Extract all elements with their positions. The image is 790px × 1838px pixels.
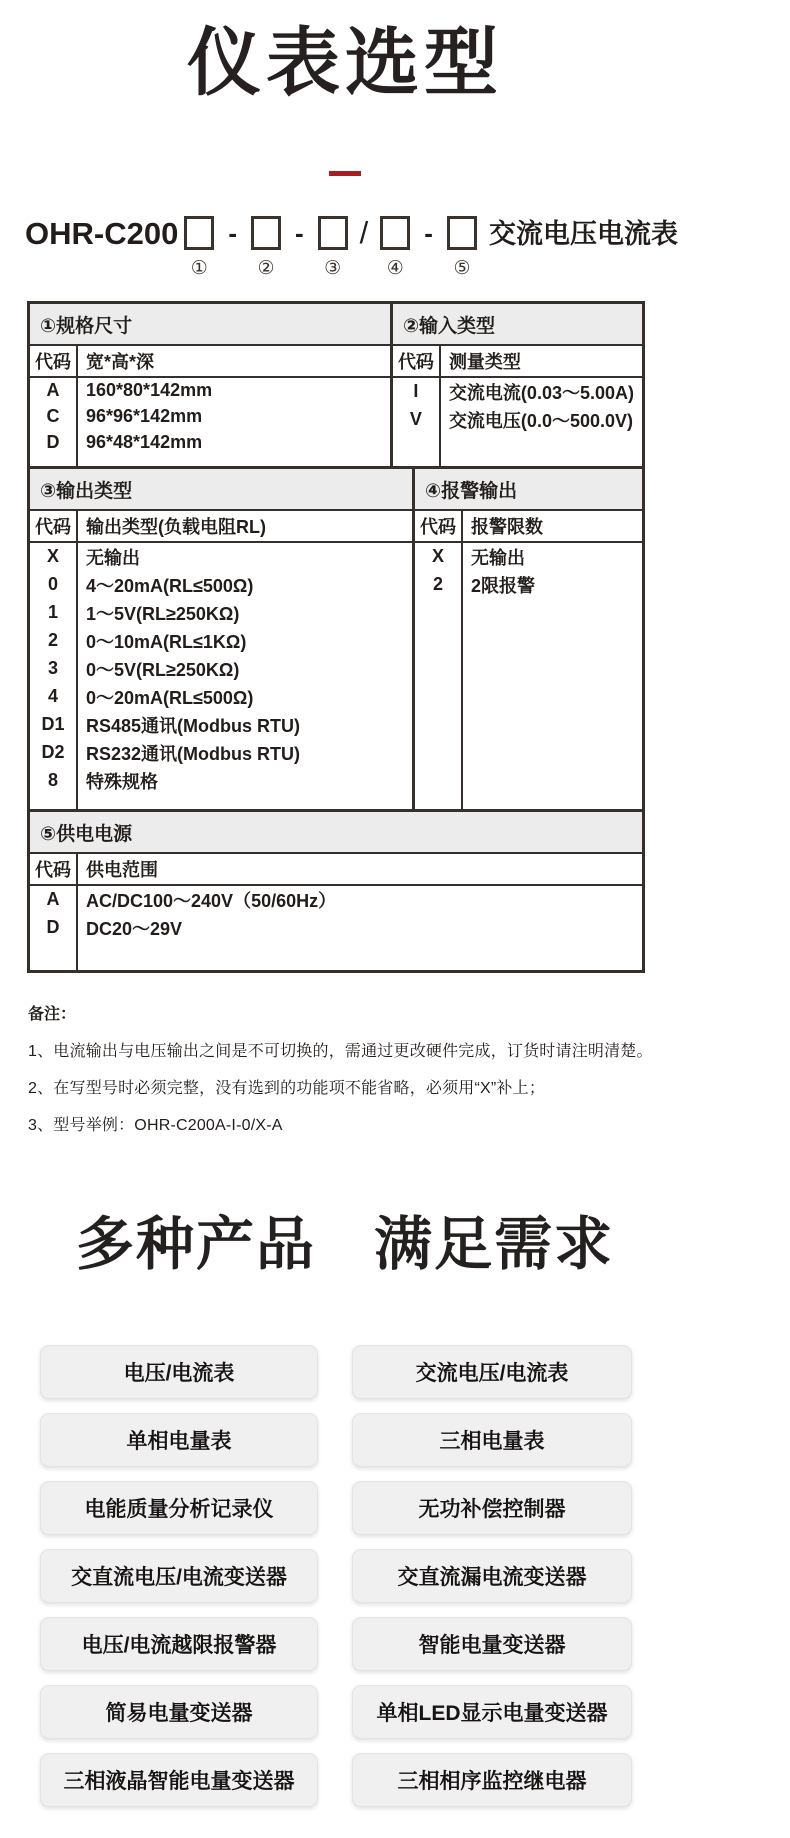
table-row bbox=[30, 655, 412, 683]
table-row bbox=[30, 739, 412, 767]
table-row bbox=[30, 543, 412, 571]
code-cell: 8 bbox=[30, 767, 78, 795]
value-cell: 交流电压(0.0～500.0V) bbox=[448, 410, 633, 431]
section-title: ④报警输出 bbox=[415, 469, 642, 511]
value-cell: 2限报警 bbox=[471, 575, 536, 596]
product-button-acdc-voltage-current-transmitter[interactable]: 交直流电压/电流变送器 bbox=[40, 1549, 318, 1603]
table-row bbox=[415, 543, 642, 571]
value-cell: 0～5V(RL≥250KΩ) bbox=[86, 659, 240, 680]
model-slot-box bbox=[251, 216, 281, 250]
model-slot-number: ④ bbox=[386, 257, 404, 279]
model-separator-slash: / bbox=[359, 214, 369, 250]
table-row bbox=[30, 404, 390, 430]
table-header-row bbox=[393, 346, 642, 378]
table-header-row bbox=[415, 511, 642, 543]
value-cell: 交流电流(0.03～5.00A) bbox=[448, 382, 634, 403]
model-slot-1 bbox=[184, 216, 214, 279]
code-column-header: 代码 bbox=[415, 511, 463, 541]
filler-row bbox=[30, 795, 412, 809]
value-cell: 特殊规格 bbox=[86, 771, 158, 792]
product-button-limit-alarm[interactable]: 电压/电流越限报警器 bbox=[40, 1617, 318, 1671]
table-band-1 bbox=[30, 304, 642, 466]
section-spec-size bbox=[30, 304, 390, 466]
product-button-reactive-compensation-controller[interactable]: 无功补偿控制器 bbox=[352, 1481, 632, 1535]
value-cell: RS485通讯(Modbus RTU) bbox=[86, 715, 301, 736]
model-slot-box bbox=[318, 216, 348, 250]
filler-row bbox=[415, 599, 642, 809]
note-item-3: 3、型号举例：OHR-C200A-I-0/X-A bbox=[28, 1116, 283, 1134]
value-cell: 160*80*142mm bbox=[86, 380, 213, 401]
code-cell: X bbox=[30, 543, 78, 571]
table-row bbox=[393, 406, 642, 434]
code-cell: C bbox=[30, 404, 78, 430]
model-slot-number: ① bbox=[190, 257, 208, 279]
value-cell: 1～5V(RL≥250KΩ) bbox=[86, 603, 240, 624]
section-title: ⑤供电电源 bbox=[30, 812, 642, 854]
section-alarm-output bbox=[412, 469, 642, 809]
table-header-row bbox=[30, 854, 642, 886]
product-button-single-phase-energy-meter[interactable]: 单相电量表 bbox=[40, 1413, 318, 1467]
product-button-ac-voltage-current-meter[interactable]: 交流电压/电流表 bbox=[352, 1345, 632, 1399]
code-cell: D bbox=[30, 430, 78, 456]
notes-label: 备注： bbox=[28, 1005, 77, 1023]
value-column-header: 宽*高*深 bbox=[86, 351, 155, 372]
model-slot-2 bbox=[251, 216, 281, 279]
filler-row bbox=[393, 434, 642, 466]
table-row bbox=[30, 430, 390, 456]
table-row bbox=[30, 378, 390, 404]
model-slot-number: ⑤ bbox=[453, 257, 471, 279]
model-code-line bbox=[25, 216, 790, 279]
product-button-three-phase-energy-meter[interactable]: 三相电量表 bbox=[352, 1413, 632, 1467]
value-column-header: 输出类型(负载电阻RL) bbox=[86, 516, 266, 537]
filler-row bbox=[30, 942, 642, 970]
products-heading bbox=[0, 1197, 690, 1281]
table-row bbox=[30, 571, 412, 599]
note-item-1: 1、电流输出与电压输出之间是不可切换的，需通过更改硬件完成，订货时请注明清楚。 bbox=[28, 1042, 653, 1060]
table-row bbox=[30, 914, 642, 942]
section-input-type bbox=[390, 304, 642, 466]
code-column-header: 代码 bbox=[30, 346, 78, 376]
product-button-phase-sequence-monitor-relay[interactable]: 三相相序监控继电器 bbox=[352, 1753, 632, 1807]
spec-table bbox=[27, 301, 645, 973]
table-band-3 bbox=[30, 809, 642, 970]
section-title: ③输出类型 bbox=[30, 469, 412, 511]
product-button-simple-energy-transmitter[interactable]: 简易电量变送器 bbox=[40, 1685, 318, 1739]
value-cell: 96*48*142mm bbox=[86, 432, 203, 453]
model-slot-3 bbox=[318, 216, 348, 279]
value-cell: AC/DC100～240V（50/60Hz） bbox=[86, 890, 337, 911]
code-cell: I bbox=[393, 378, 441, 406]
product-button-three-phase-lcd-smart-energy-transmitter[interactable]: 三相液晶智能电量变送器 bbox=[40, 1753, 318, 1807]
products-heading-right: 满足需求 bbox=[374, 1211, 615, 1277]
table-header-row bbox=[30, 511, 412, 543]
value-cell: 0～10mA(RL≤1KΩ) bbox=[86, 631, 247, 652]
table-row bbox=[415, 571, 642, 599]
product-button-voltage-current-meter[interactable]: 电压/电流表 bbox=[40, 1345, 318, 1399]
code-cell: 3 bbox=[30, 655, 78, 683]
table-row bbox=[30, 711, 412, 739]
value-cell: 无输出 bbox=[86, 547, 140, 568]
page-title: 仪表选型 bbox=[187, 21, 503, 104]
code-cell: D2 bbox=[30, 739, 78, 767]
table-header-row bbox=[30, 346, 390, 378]
table-row bbox=[30, 886, 642, 914]
model-separator: - bbox=[228, 217, 237, 248]
code-column-header: 代码 bbox=[30, 854, 78, 884]
value-column-header: 报警限数 bbox=[471, 516, 543, 537]
table-row bbox=[30, 767, 412, 795]
notes-block bbox=[28, 1001, 790, 1135]
model-slot-box bbox=[380, 216, 410, 250]
model-suffix: 交流电压电流表 bbox=[488, 218, 678, 249]
product-button-power-quality-recorder[interactable]: 电能质量分析记录仪 bbox=[40, 1481, 318, 1535]
model-prefix: OHR-C200 bbox=[25, 215, 179, 251]
value-cell: DC20～29V bbox=[86, 918, 183, 939]
product-button-single-phase-led-energy-transmitter[interactable]: 单相LED显示电量变送器 bbox=[352, 1685, 632, 1739]
filler-row bbox=[30, 456, 390, 466]
code-cell: 2 bbox=[415, 571, 463, 599]
code-cell: A bbox=[30, 886, 78, 914]
model-slot-box bbox=[447, 216, 477, 250]
product-button-acdc-leakage-current-transmitter[interactable]: 交直流漏电流变送器 bbox=[352, 1549, 632, 1603]
value-cell: 0～20mA(RL≤500Ω) bbox=[86, 687, 254, 708]
table-row bbox=[30, 683, 412, 711]
model-slot-4 bbox=[380, 216, 410, 279]
model-slot-box bbox=[184, 216, 214, 250]
accent-dash bbox=[329, 171, 361, 176]
table-row bbox=[30, 627, 412, 655]
code-column-header: 代码 bbox=[393, 346, 441, 376]
note-item-2: 2、在写型号时必须完整，没有选到的功能项不能省略，必须用“X”补上； bbox=[28, 1079, 546, 1097]
code-cell: 2 bbox=[30, 627, 78, 655]
section-title: ①规格尺寸 bbox=[30, 304, 390, 346]
table-band-2 bbox=[30, 466, 642, 809]
product-button-smart-energy-transmitter[interactable]: 智能电量变送器 bbox=[352, 1617, 632, 1671]
model-separator: - bbox=[295, 217, 304, 248]
code-cell: 1 bbox=[30, 599, 78, 627]
table-row bbox=[393, 378, 642, 406]
code-cell: 0 bbox=[30, 571, 78, 599]
value-cell: 无输出 bbox=[471, 547, 525, 568]
table-row bbox=[30, 599, 412, 627]
section-power-supply bbox=[30, 812, 642, 970]
title-block bbox=[0, 0, 690, 176]
product-buttons-grid bbox=[40, 1345, 632, 1807]
code-column-header: 代码 bbox=[30, 511, 78, 541]
section-title: ②输入类型 bbox=[393, 304, 642, 346]
code-cell: D1 bbox=[30, 711, 78, 739]
code-cell: V bbox=[393, 406, 441, 434]
value-column-header: 测量类型 bbox=[448, 351, 521, 372]
value-cell: 4～20mA(RL≤500Ω) bbox=[86, 575, 254, 596]
code-cell: A bbox=[30, 378, 78, 404]
products-heading-left: 多种产品 bbox=[75, 1211, 316, 1277]
code-cell: D bbox=[30, 914, 78, 942]
model-slot-5 bbox=[447, 216, 477, 279]
section-output-type bbox=[30, 469, 412, 809]
code-cell: 4 bbox=[30, 683, 78, 711]
value-cell: RS232通讯(Modbus RTU) bbox=[86, 743, 301, 764]
model-slot-number: ② bbox=[257, 257, 275, 279]
value-cell: 96*96*142mm bbox=[86, 406, 203, 427]
code-cell: X bbox=[415, 543, 463, 571]
model-slot-number: ③ bbox=[324, 257, 342, 279]
model-separator: - bbox=[424, 217, 433, 248]
value-column-header: 供电范围 bbox=[86, 859, 158, 880]
